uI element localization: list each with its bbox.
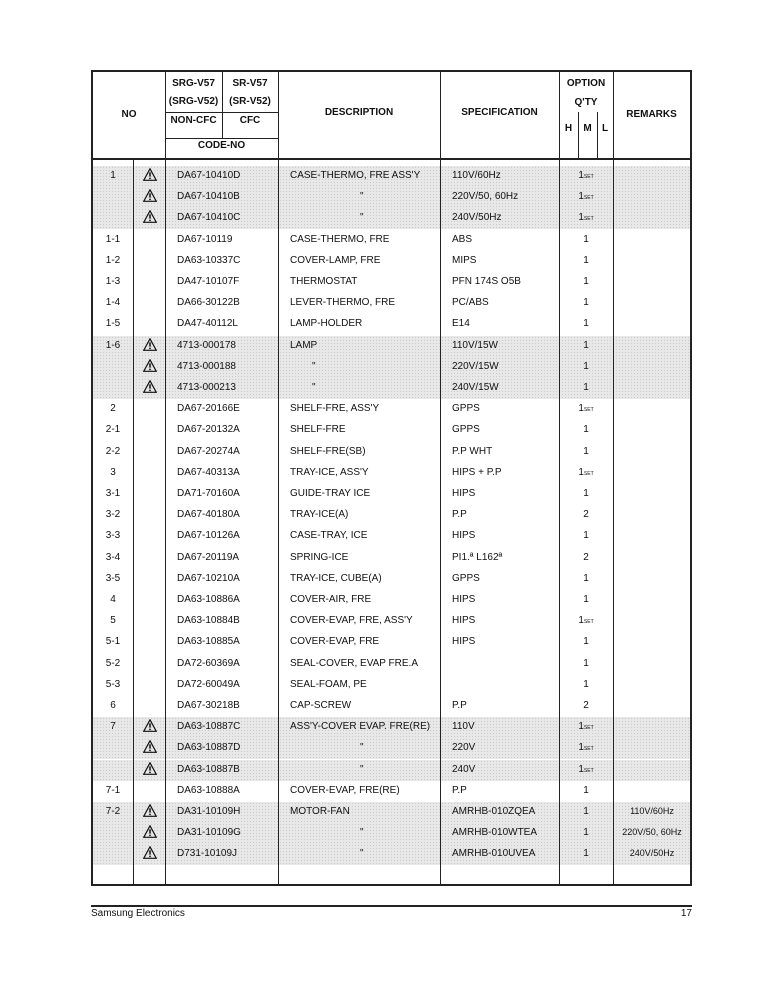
row-quantity: [559, 488, 613, 499]
row-quantity: [559, 403, 613, 414]
table-row: [93, 484, 690, 505]
row-code-no: 4713-000188: [177, 360, 236, 372]
table-row: [93, 675, 690, 696]
row-quantity-value: 1: [583, 318, 589, 330]
table-row: [93, 187, 690, 208]
row-quantity-value: 1: [583, 827, 589, 839]
row-no: 7-2: [105, 806, 121, 817]
row-set-mark: SET: [583, 767, 594, 774]
row-specification: P.P WHT: [452, 445, 493, 457]
row-quantity: [559, 806, 613, 817]
row-description: ASS'Y-COVER EVAP. FRE(RE): [290, 721, 431, 733]
row-quantity-value: 1: [583, 382, 589, 393]
row-quantity-value: 1: [583, 445, 589, 457]
row-quantity: [559, 700, 613, 711]
row-no: 1-6: [105, 339, 121, 351]
table-row: [93, 654, 690, 675]
row-code-no: DA67-10126A: [177, 530, 240, 542]
table-row: [93, 760, 690, 781]
row-quantity-value: 1: [583, 297, 589, 309]
row-no: 3: [110, 466, 116, 478]
row-set-mark: SET: [583, 470, 594, 477]
row-quantity-value: 1: [583, 339, 589, 351]
row-description: LAMP: [290, 339, 318, 351]
header-description: DESCRIPTION: [324, 107, 394, 118]
warning-triangle-icon: [143, 380, 157, 393]
row-quantity: [559, 467, 613, 478]
row-set-mark: SET: [583, 619, 594, 626]
row-description: COVER-EVAP, FRE(RE): [290, 784, 400, 796]
row-description: SHELF-FRE(SB): [290, 445, 366, 457]
row-quantity: [559, 594, 613, 605]
table-row: [93, 357, 690, 378]
row-code-no: DA72-60049A: [177, 678, 240, 690]
row-description: ": [312, 360, 316, 372]
table-row: [93, 590, 690, 611]
warning-triangle-icon: [143, 846, 157, 859]
row-code-no: D731-10109J: [177, 848, 238, 860]
row-specification: ABS: [452, 233, 473, 245]
row-specification: MIPS: [452, 254, 477, 266]
row-quantity-value: 2: [583, 551, 589, 563]
row-specification: 220V/15W: [452, 360, 499, 372]
table-row: [93, 632, 690, 653]
row-specification: GPPS: [452, 572, 480, 584]
row-specification: GPPS: [452, 424, 480, 436]
row-no: 5-3: [105, 678, 121, 690]
row-specification: 110V/15W: [452, 339, 498, 351]
row-description: ": [360, 742, 364, 754]
warning-triangle-icon: [143, 338, 157, 351]
row-specification: HIPS: [452, 488, 476, 499]
row-warning: [133, 338, 166, 354]
header-l: L: [601, 123, 609, 134]
row-description: ": [360, 827, 364, 839]
row-no: 4: [110, 594, 116, 605]
row-no: 2-2: [105, 445, 121, 457]
parts-list-table: [91, 70, 692, 886]
row-no: 1-5: [105, 318, 121, 330]
row-code-no: DA67-10210A: [177, 572, 240, 584]
row-code-no: DA63-10887D: [177, 742, 241, 754]
row-warning: [133, 359, 166, 375]
row-description: CASE-TRAY, ICE: [290, 530, 368, 542]
row-set-mark: SET: [583, 174, 594, 180]
row-specification: 240V: [452, 763, 476, 775]
row-no: 1-1: [105, 233, 121, 245]
row-warning: [133, 168, 166, 184]
row-set-mark: SET: [583, 725, 594, 732]
row-quantity-value: 1: [583, 424, 589, 436]
row-specification: HIPS + P.P: [452, 466, 502, 478]
row-quantity-value: 2: [583, 509, 589, 521]
row-quantity: [559, 340, 613, 351]
row-quantity: [559, 615, 613, 626]
row-description: GUIDE-TRAY ICE: [290, 488, 371, 499]
row-quantity-value: 1: [583, 233, 589, 245]
warning-triangle-icon: [143, 762, 157, 775]
table-row: [93, 420, 690, 441]
row-set-mark: SET: [583, 746, 594, 753]
header-remarks: REMARKS: [626, 109, 677, 120]
row-quantity-value: 1: [578, 763, 584, 775]
row-no: 3-4: [105, 551, 121, 563]
row-no: 5-1: [105, 636, 121, 648]
row-specification: AMRHB-010WTEA: [452, 827, 538, 839]
row-no: 7: [110, 721, 116, 733]
row-code-no: DA67-20132A: [177, 424, 240, 436]
row-quantity: [559, 318, 613, 329]
row-specification: P.P: [452, 509, 467, 521]
row-no: 1-3: [105, 276, 121, 287]
row-quantity-value: 1: [583, 806, 589, 817]
row-quantity: [559, 848, 613, 859]
table-header: [93, 72, 690, 160]
warning-triangle-icon: [143, 189, 157, 202]
row-quantity: [559, 530, 613, 541]
row-quantity-value: 1: [583, 572, 589, 584]
row-description: COVER-AIR, FRE: [290, 594, 372, 605]
table-row: [93, 378, 690, 399]
row-quantity-value: 1: [583, 530, 589, 542]
row-code-no: 4713-000213: [177, 382, 236, 393]
row-specification: P.P: [452, 784, 467, 796]
row-remarks: 220V/50, 60Hz: [622, 827, 682, 838]
row-code-no: 4713-000178: [177, 339, 236, 351]
table-row: [93, 569, 690, 590]
table-row: [93, 208, 690, 229]
row-quantity: [559, 382, 613, 393]
row-quantity: [559, 679, 613, 690]
row-description: TRAY-ICE, CUBE(A): [290, 572, 382, 584]
header-model2-sub: (SR-V52): [229, 96, 271, 107]
row-code-no: DA63-10888A: [177, 784, 240, 796]
row-set-mark: SET: [583, 407, 594, 414]
row-quantity-value: 2: [583, 700, 589, 711]
row-no: 7-1: [105, 784, 121, 796]
row-remarks: 110V/60Hz: [630, 806, 674, 816]
row-quantity: [559, 764, 613, 775]
row-specification: 110V/60Hz: [452, 170, 501, 181]
row-quantity-value: 1: [578, 212, 584, 224]
table-row: [93, 611, 690, 632]
row-quantity-value: 1: [583, 488, 589, 499]
row-code-no: DA71-70160A: [177, 488, 240, 499]
row-specification: GPPS: [452, 403, 480, 415]
row-description: COVER-LAMP, FRE: [290, 254, 381, 266]
row-description: ": [360, 212, 364, 224]
header-qty: Q'TY: [574, 97, 598, 108]
row-quantity: [559, 552, 613, 563]
table-row: [93, 463, 690, 484]
row-code-no: DA67-40180A: [177, 509, 240, 521]
table-row: [93, 781, 690, 802]
row-warning: [133, 804, 166, 820]
header-option: OPTION: [566, 78, 606, 89]
row-quantity: [559, 636, 613, 647]
row-code-no: DA63-10884B: [177, 615, 240, 627]
row-description: ": [360, 763, 364, 775]
row-no: 5-2: [105, 657, 121, 669]
table-row: [93, 272, 690, 293]
row-quantity-value: 1: [583, 276, 589, 287]
warning-triangle-icon: [143, 210, 157, 223]
row-warning: [133, 740, 166, 756]
header-model1-top: SRG-V57: [172, 78, 215, 89]
header-model1-sub: (SRG-V52): [168, 96, 219, 107]
row-quantity-value: 1: [583, 360, 589, 372]
row-quantity-value: 1: [583, 254, 589, 266]
row-code-no: DA67-20166E: [177, 403, 240, 415]
row-quantity-value: 1: [578, 191, 584, 203]
row-quantity: [559, 424, 613, 435]
row-description: THERMOSTAT: [290, 276, 358, 287]
header-specification: SPECIFICATION: [461, 107, 538, 118]
row-quantity: [559, 827, 613, 838]
row-warning: [133, 762, 166, 778]
row-quantity: [559, 212, 613, 223]
row-description: ": [360, 848, 364, 860]
row-specification: E14: [452, 318, 470, 330]
row-code-no: DA67-40313A: [177, 466, 240, 478]
row-quantity: [559, 191, 613, 202]
row-code-no: DA63-10337C: [177, 254, 241, 266]
row-quantity: [559, 276, 613, 287]
row-quantity-value: 1: [578, 742, 584, 754]
row-no: 2-1: [105, 424, 121, 436]
row-quantity-value: 1: [578, 615, 584, 627]
row-warning: [133, 846, 166, 862]
row-code-no: DA63-10887B: [177, 763, 240, 775]
row-specification: P.P: [452, 700, 467, 711]
table-row: [93, 526, 690, 547]
row-specification: HIPS: [452, 636, 476, 648]
warning-triangle-icon: [143, 825, 157, 838]
row-description: LEVER-THERMO, FRE: [290, 297, 396, 309]
row-description: SEAL-FOAM, PE: [290, 678, 367, 690]
row-code-no: DA67-20274A: [177, 445, 240, 457]
table-row: [93, 442, 690, 463]
header-m: M: [583, 123, 592, 134]
table-row: [93, 738, 690, 759]
footer-company: Samsung Electronics: [91, 908, 185, 919]
row-no: 3-2: [105, 509, 121, 521]
row-quantity: [559, 742, 613, 753]
row-no: 1-2: [105, 254, 121, 266]
row-quantity-value: 1: [578, 170, 584, 181]
row-code-no: DA63-10886A: [177, 594, 240, 605]
row-code-no: DA47-10107F: [177, 276, 240, 287]
row-specification: HIPS: [452, 615, 476, 627]
row-no: 1: [110, 170, 116, 181]
table-row: [93, 823, 690, 844]
row-quantity: [559, 361, 613, 372]
row-specification: 110V: [452, 721, 475, 733]
warning-triangle-icon: [143, 168, 157, 181]
row-code-no: DA31-10109G: [177, 827, 241, 839]
row-no: 3-3: [105, 530, 121, 542]
row-code-no: DA63-10885A: [177, 636, 240, 648]
row-description: MOTOR-FAN: [290, 806, 350, 817]
row-description: SHELF-FRE, ASS'Y: [290, 403, 380, 415]
row-description: SEAL-COVER, EVAP FRE.A: [290, 657, 419, 669]
table-row: [93, 844, 690, 865]
table-row: [93, 166, 690, 187]
row-quantity: [559, 297, 613, 308]
row-no: 6: [110, 700, 116, 711]
row-specification: 220V: [452, 742, 476, 754]
row-quantity: [559, 721, 613, 732]
row-code-no: DA72-60369A: [177, 657, 240, 669]
header-non-cfc: NON-CFC: [170, 115, 217, 126]
table-row: [93, 696, 690, 717]
row-quantity-value: 1: [578, 466, 584, 478]
row-quantity: [559, 446, 613, 457]
row-description: TRAY-ICE, ASS'Y: [290, 466, 369, 478]
header-cfc: CFC: [239, 115, 261, 126]
row-description: LAMP-HOLDER: [290, 318, 363, 330]
table-row: [93, 548, 690, 569]
row-quantity: [559, 255, 613, 266]
row-warning: [133, 210, 166, 226]
row-description: SHELF-FRE: [290, 424, 346, 436]
header-h: H: [564, 123, 573, 134]
table-row: [93, 505, 690, 526]
table-row: [93, 314, 690, 335]
header-code-no: CODE-NO: [197, 140, 246, 151]
row-specification: HIPS: [452, 594, 476, 605]
warning-triangle-icon: [143, 740, 157, 753]
footer-page-number: 17: [680, 908, 692, 919]
row-quantity: [559, 785, 613, 796]
row-specification: HIPS: [452, 530, 476, 542]
row-specification: 240V/15W: [452, 382, 499, 393]
row-code-no: DA66-30122B: [177, 297, 240, 309]
row-no: 3-5: [105, 572, 121, 584]
table-row: [93, 230, 690, 251]
row-no: 2: [110, 403, 116, 415]
header-no: NO: [121, 109, 137, 120]
row-warning: [133, 825, 166, 841]
warning-triangle-icon: [143, 719, 157, 732]
row-description: SPRING-ICE: [290, 551, 349, 563]
warning-triangle-icon: [143, 804, 157, 817]
row-quantity: [559, 234, 613, 245]
row-quantity: [559, 170, 613, 181]
table-row: [93, 293, 690, 314]
table-row: [93, 399, 690, 420]
row-specification: PC/ABS: [452, 297, 489, 309]
row-code-no: DA63-10887C: [177, 721, 241, 733]
row-code-no: DA67-10119: [177, 233, 233, 245]
row-quantity: [559, 573, 613, 584]
header-model2-top: SR-V57: [232, 78, 268, 89]
table-row: [93, 251, 690, 272]
row-description: TRAY-ICE(A): [290, 509, 349, 521]
row-description: CAP-SCREW: [290, 700, 352, 711]
row-code-no: DA47-40112L: [177, 318, 238, 330]
table-row: [93, 802, 690, 823]
row-specification: PI1.ª L162ª: [452, 551, 503, 563]
row-no: 3-1: [105, 488, 121, 499]
row-quantity-value: 1: [583, 848, 589, 860]
row-set-mark: SET: [583, 195, 594, 202]
row-description: COVER-EVAP, FRE: [290, 636, 380, 648]
row-specification: PFN 174S O5B: [452, 276, 521, 287]
row-warning: [133, 380, 166, 396]
row-quantity-value: 1: [583, 678, 589, 690]
row-specification: 240V/50Hz: [452, 212, 502, 224]
row-specification: 220V/50, 60Hz: [452, 191, 519, 203]
table-body: [93, 160, 690, 884]
table-row: [93, 717, 690, 738]
row-warning: [133, 189, 166, 205]
row-quantity: [559, 658, 613, 669]
row-quantity-value: 1: [578, 403, 584, 415]
row-quantity-value: 1: [583, 657, 589, 669]
row-quantity-value: 1: [578, 721, 584, 733]
row-quantity-value: 1: [583, 594, 589, 605]
row-description: COVER-EVAP, FRE, ASS'Y: [290, 615, 413, 627]
footer-rule: [91, 905, 692, 907]
row-remarks: 240V/50Hz: [629, 848, 675, 859]
row-description: ": [360, 191, 364, 203]
table-row: [93, 336, 690, 357]
row-code-no: DA31-10109H: [177, 806, 241, 817]
row-description: CASE-THERMO, FRE ASS'Y: [290, 170, 421, 181]
row-quantity: [559, 509, 613, 520]
row-no: 5: [110, 615, 116, 627]
row-code-no: DA67-10410D: [177, 170, 241, 181]
row-code-no: DA67-30218B: [177, 700, 240, 711]
row-code-no: DA67-20119A: [177, 551, 240, 563]
row-quantity-value: 1: [583, 636, 589, 648]
row-warning: [133, 719, 166, 735]
warning-triangle-icon: [143, 359, 157, 372]
row-specification: AMRHB-010ZQEA: [452, 806, 536, 817]
row-code-no: DA67-10410C: [177, 212, 241, 224]
row-no: 1-4: [105, 297, 121, 309]
row-specification: AMRHB-010UVEA: [452, 848, 536, 860]
row-description: ": [312, 382, 316, 393]
row-code-no: DA67-10410B: [177, 191, 240, 203]
row-quantity-value: 1: [583, 784, 589, 796]
row-set-mark: SET: [583, 216, 594, 223]
row-description: CASE-THERMO, FRE: [290, 233, 390, 245]
